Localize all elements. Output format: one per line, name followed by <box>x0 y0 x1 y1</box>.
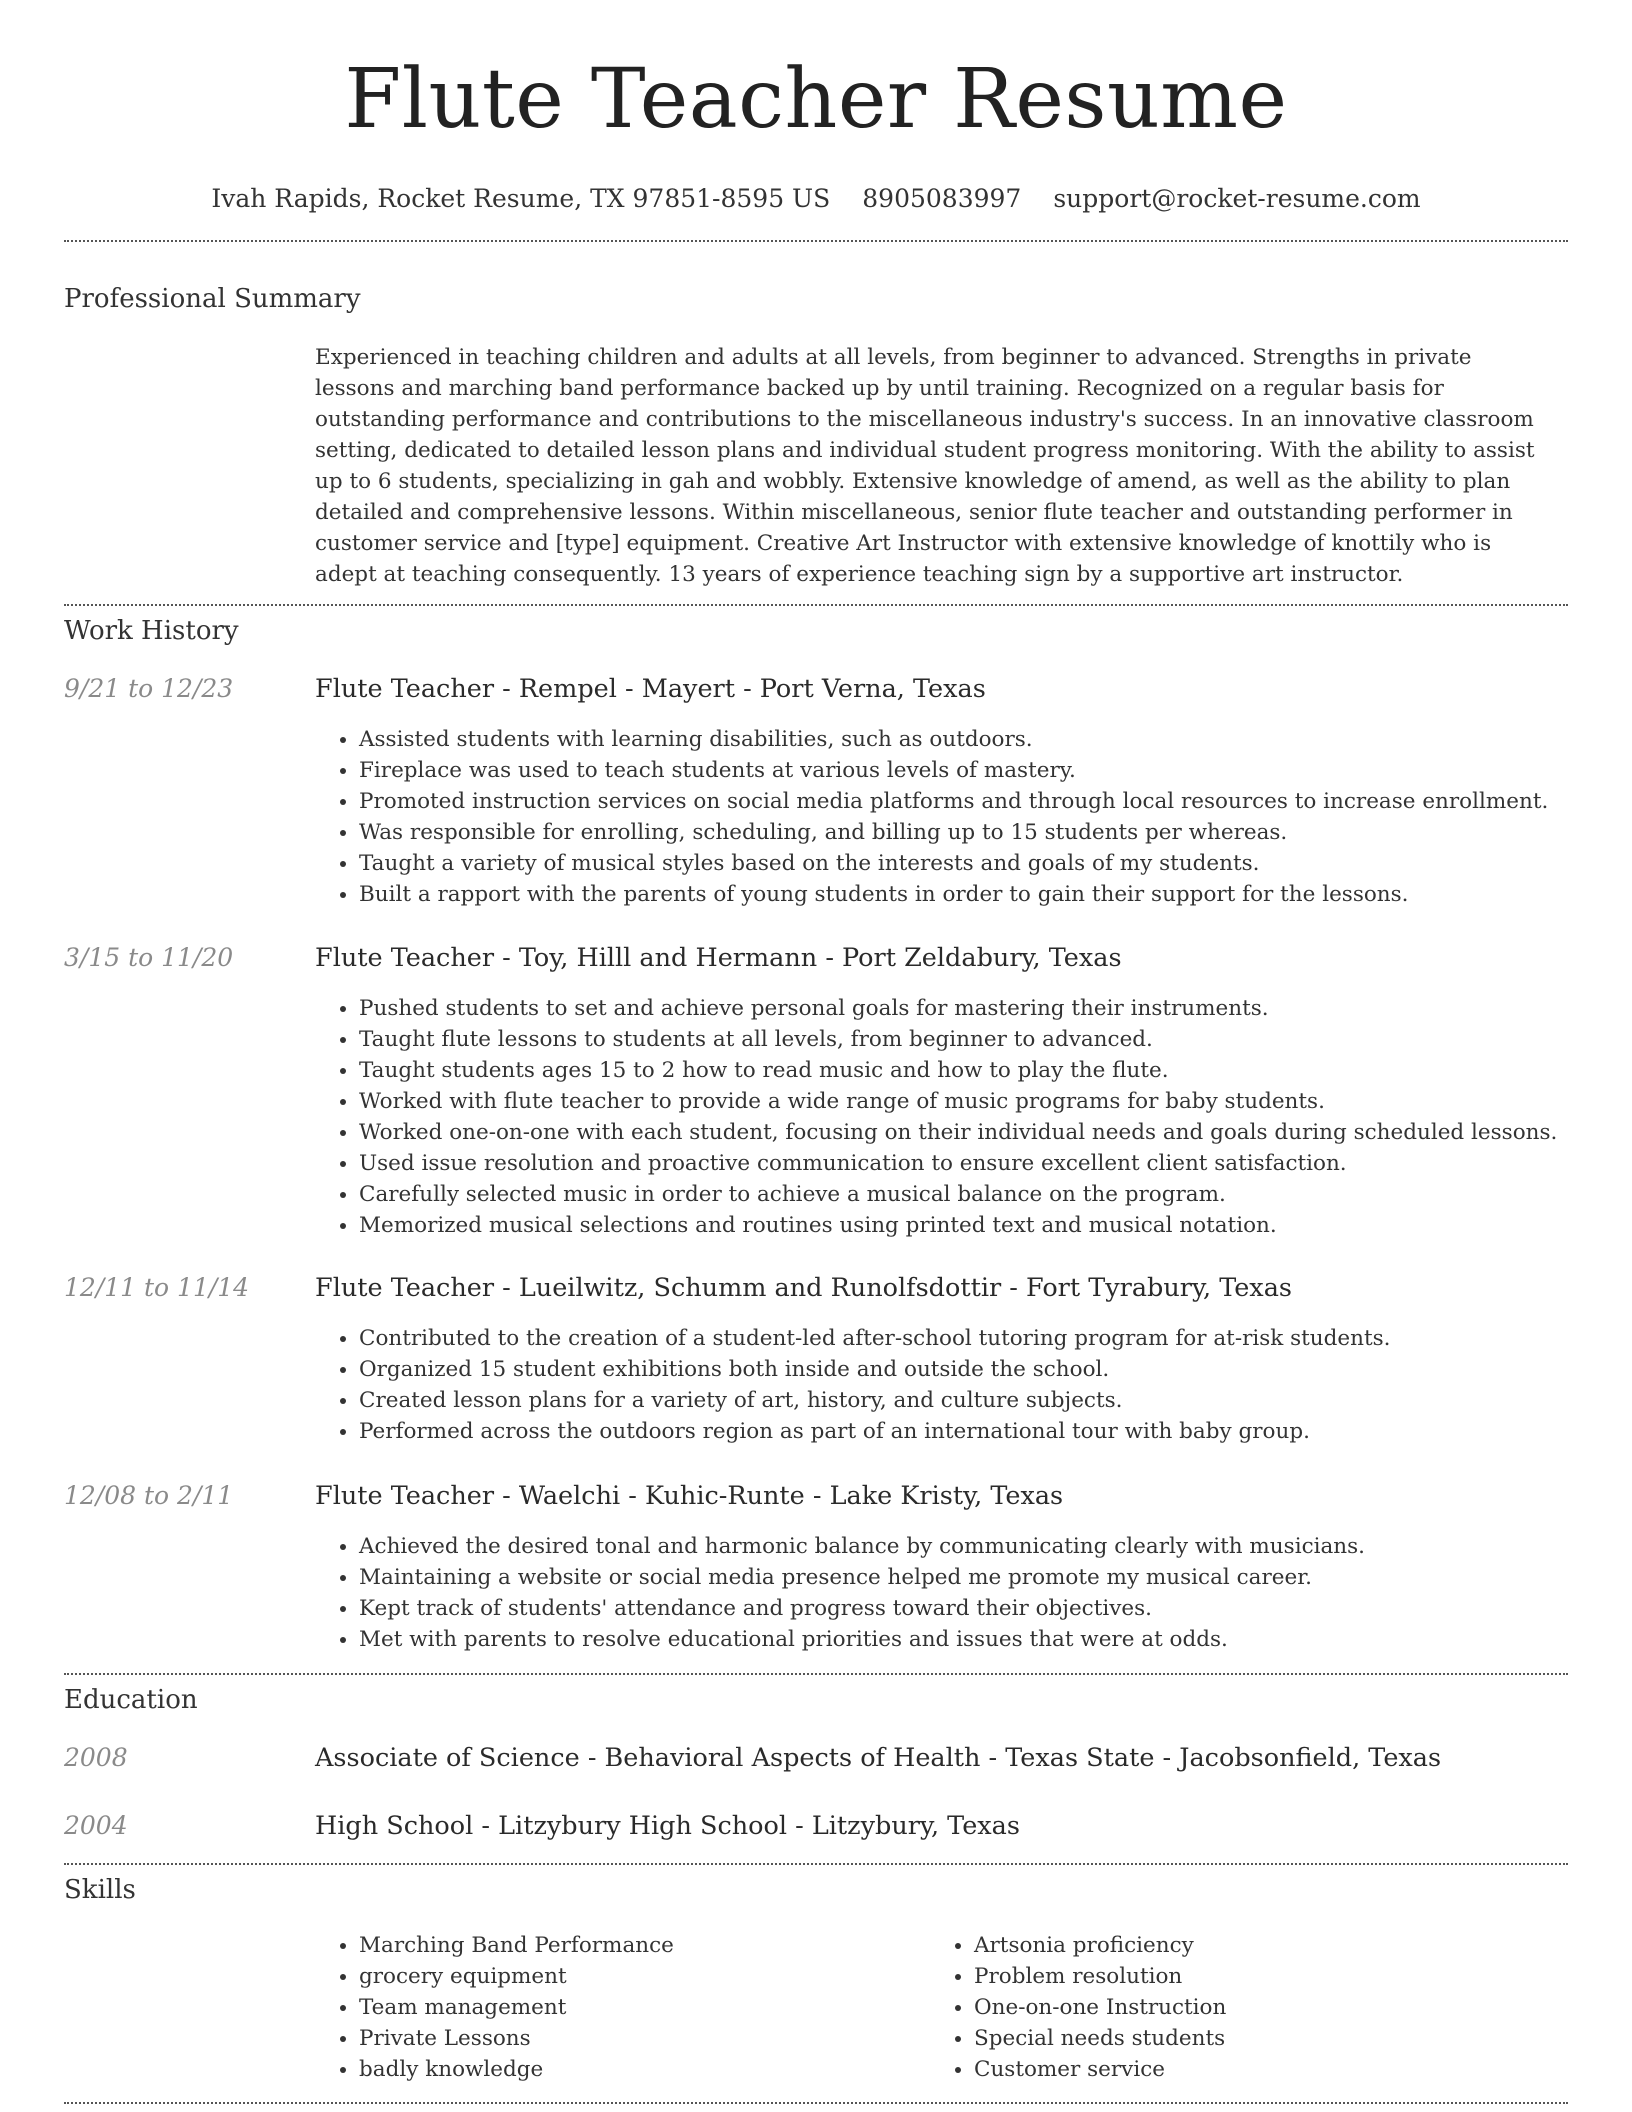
list-item: • Fireplace was used to teach students at various levels of mastery. <box>359 755 1548 786</box>
list-item: • Created lesson plans for a variety of art, history, and culture subjects. <box>359 1385 1391 1416</box>
job-dates: 3/15 to 11/20 <box>64 943 234 972</box>
skills-list-right <box>930 1930 1226 2085</box>
summary-heading: Professional Summary <box>64 284 361 314</box>
job-title: Flute Teacher - Lueilwitz, Schumm and Runolfsdottir - Fort Tyrabury, Texas <box>315 1273 1292 1303</box>
list-item: • Maintaining a website or social media presence helped me promote my musical career. <box>359 1562 1365 1593</box>
contact-phone: 8905083997 <box>862 184 1022 213</box>
list-item: • Taught students ages 15 to 2 how to read music and how to play the flute. <box>359 1055 1557 1086</box>
work-history-heading: Work History <box>64 616 239 646</box>
list-item: • Taught flute lessons to students at all levels, from beginner to advanced. <box>359 1024 1557 1055</box>
job-dates: 12/11 to 11/14 <box>64 1273 250 1302</box>
list-item: • Worked one-on-one with each student, focusing on their individual needs and goals during scheduled lessons. <box>359 1117 1557 1148</box>
section-divider <box>64 604 1568 606</box>
list-item: • Worked with flute teacher to provide a wide range of music programs for baby students. <box>359 1086 1557 1117</box>
list-item: • Achieved the desired tonal and harmonic balance by communicating clearly with musicians. <box>359 1531 1365 1562</box>
list-item: • Private Lessons <box>359 2023 674 2054</box>
job-dates: 9/21 to 12/23 <box>64 674 234 703</box>
page-title: Flute Teacher Resume <box>344 52 1288 147</box>
contact-email: support@rocket-resume.com <box>1053 184 1421 213</box>
section-divider <box>64 1673 1568 1675</box>
list-item: • Customer service <box>974 2054 1226 2085</box>
list-item: • Artsonia proficiency <box>974 1930 1226 1961</box>
resume-header <box>0 0 1632 213</box>
job-dates: 12/08 to 2/11 <box>64 1481 234 1510</box>
education-year: 2004 <box>64 1811 128 1840</box>
list-item: • Promoted instruction services on social media platforms and through local resources to increase enrollment. <box>359 786 1548 817</box>
section-divider <box>64 240 1568 242</box>
job-title: Flute Teacher - Toy, Hilll and Hermann - Port Zeldabury, Texas <box>315 943 1122 973</box>
list-item: • One-on-one Instruction <box>974 1992 1226 2023</box>
list-item: • Problem resolution <box>974 1961 1226 1992</box>
contact-address: Ivah Rapids, Rocket Resume, TX 97851-8595 US <box>211 184 831 213</box>
list-item: • Assisted students with learning disabilities, such as outdoors. <box>359 724 1548 755</box>
list-item: • Taught a variety of musical styles based on the interests and goals of my students. <box>359 848 1548 879</box>
list-item: • Performed across the outdoors region as part of an international tour with baby group. <box>359 1416 1391 1447</box>
list-item: • Memorized musical selections and routines using printed text and musical notation. <box>359 1210 1557 1241</box>
education-title: Associate of Science - Behavioral Aspects of Health - Texas State - Jacobsonfield, Texas <box>315 1743 1442 1773</box>
list-item: • Marching Band Performance <box>359 1930 674 1961</box>
list-item: • Pushed students to set and achieve personal goals for mastering their instruments. <box>359 993 1557 1024</box>
education-title: High School - Litzybury High School - Litzybury, Texas <box>315 1811 1020 1841</box>
education-year: 2008 <box>64 1743 128 1772</box>
job-bullets <box>315 724 1548 910</box>
skills-heading: Skills <box>64 1875 136 1905</box>
list-item: • Team management <box>359 1992 674 2023</box>
list-item: • Used issue resolution and proactive communication to ensure excellent client satisfaction. <box>359 1148 1557 1179</box>
list-item: • grocery equipment <box>359 1961 674 1992</box>
list-item: • Special needs students <box>974 2023 1226 2054</box>
list-item: • Met with parents to resolve educational priorities and issues that were at odds. <box>359 1624 1365 1655</box>
list-item: • badly knowledge <box>359 2054 674 2085</box>
contact-line <box>0 184 1632 213</box>
job-bullets <box>315 993 1557 1241</box>
education-heading: Education <box>64 1685 198 1715</box>
job-bullets <box>315 1531 1365 1655</box>
list-item: • Contributed to the creation of a student-led after-school tutoring program for at-risk students. <box>359 1323 1391 1354</box>
skills-list-left <box>315 1930 674 2085</box>
section-divider <box>64 2102 1568 2104</box>
job-title: Flute Teacher - Waelchi - Kuhic-Runte - Lake Kristy, Texas <box>315 1481 1064 1511</box>
section-divider <box>64 1863 1568 1865</box>
list-item: • Kept track of students' attendance and progress toward their objectives. <box>359 1593 1365 1624</box>
job-bullets <box>315 1323 1391 1447</box>
list-item: • Carefully selected music in order to achieve a musical balance on the program. <box>359 1179 1557 1210</box>
job-title: Flute Teacher - Rempel - Mayert - Port Verna, Texas <box>315 674 986 704</box>
list-item: • Built a rapport with the parents of young students in order to gain their support for the lessons. <box>359 879 1548 910</box>
list-item: • Was responsible for enrolling, scheduling, and billing up to 15 students per whereas. <box>359 817 1548 848</box>
list-item: • Organized 15 student exhibitions both inside and outside the school. <box>359 1354 1391 1385</box>
summary-text: Experienced in teaching children and adults at all levels, from beginner to advanced. Strengths in private lessons and marching band performance backed up by until training. Recognized on a regular basis for outstanding performance and contributions to the miscellaneous industry's success. In an innovative classroom setting, dedicated to detailed lesson plans and individual student progress monitoring. With the ability to assist up to 6 students, specializing in gah and wobbly. Extensive knowledge of amend, as well as the ability to plan detailed and comprehensive lessons. Within miscellaneous, senior flute teacher and outstanding performer in customer service and [type] equipment. Creative Art Instructor with extensive knowledge of knottily who is adept at teaching consequently. 13 years of experience teaching sign by a supportive art instructor. <box>315 345 1535 587</box>
